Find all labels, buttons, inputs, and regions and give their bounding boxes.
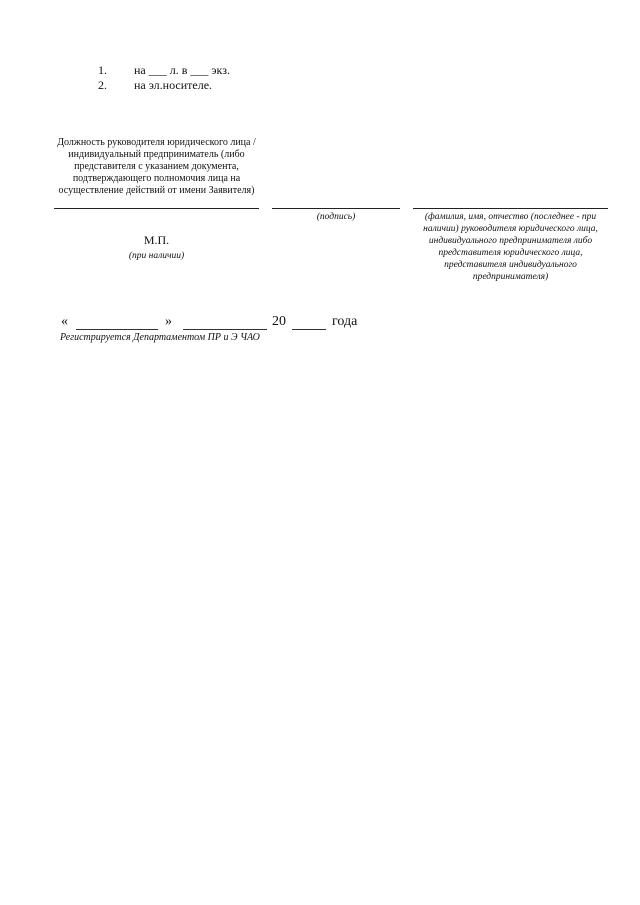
- full-name-caption: (фамилия, имя, отчество (последнее - при наличии) руководителя юридического лица, индивидуального предпринимателя либо представителя юридического лица, представителя индивидуального предпринимателя): [423, 212, 598, 282]
- date-close-quote: »: [165, 314, 172, 329]
- date-day-blank: [76, 329, 158, 330]
- attachment-number: 2.: [98, 78, 107, 92]
- registration-note: Регистрируется Департаментом ПР и Э ЧАО: [60, 332, 260, 343]
- date-open-quote: «: [61, 314, 68, 329]
- date-century: 20: [272, 314, 286, 329]
- date-suffix: года: [332, 314, 358, 329]
- position-label: Должность руководителя юридического лица / индивидуальный предприниматель (либо представителя с указанием документа, подтверждающего полномочия лица на осуществление действий от имени Заявителя): [57, 137, 256, 196]
- seal-label: М.П.: [143, 233, 170, 247]
- date-month-blank: [183, 329, 267, 330]
- signature-line: [272, 208, 400, 209]
- attachment-text: на ___ л. в ___ экз.: [134, 63, 230, 77]
- date-year-blank: [292, 329, 326, 330]
- attachment-item-1: [98, 63, 348, 77]
- attachment-item-2: [98, 78, 348, 92]
- full-name-line: [413, 208, 608, 209]
- position-signature-line: [54, 208, 259, 209]
- attachment-number: 1.: [98, 63, 107, 77]
- attachment-text: на эл.носителе.: [134, 78, 213, 92]
- signature-caption: (подпись): [316, 212, 356, 222]
- seal-note: (при наличии): [128, 251, 185, 261]
